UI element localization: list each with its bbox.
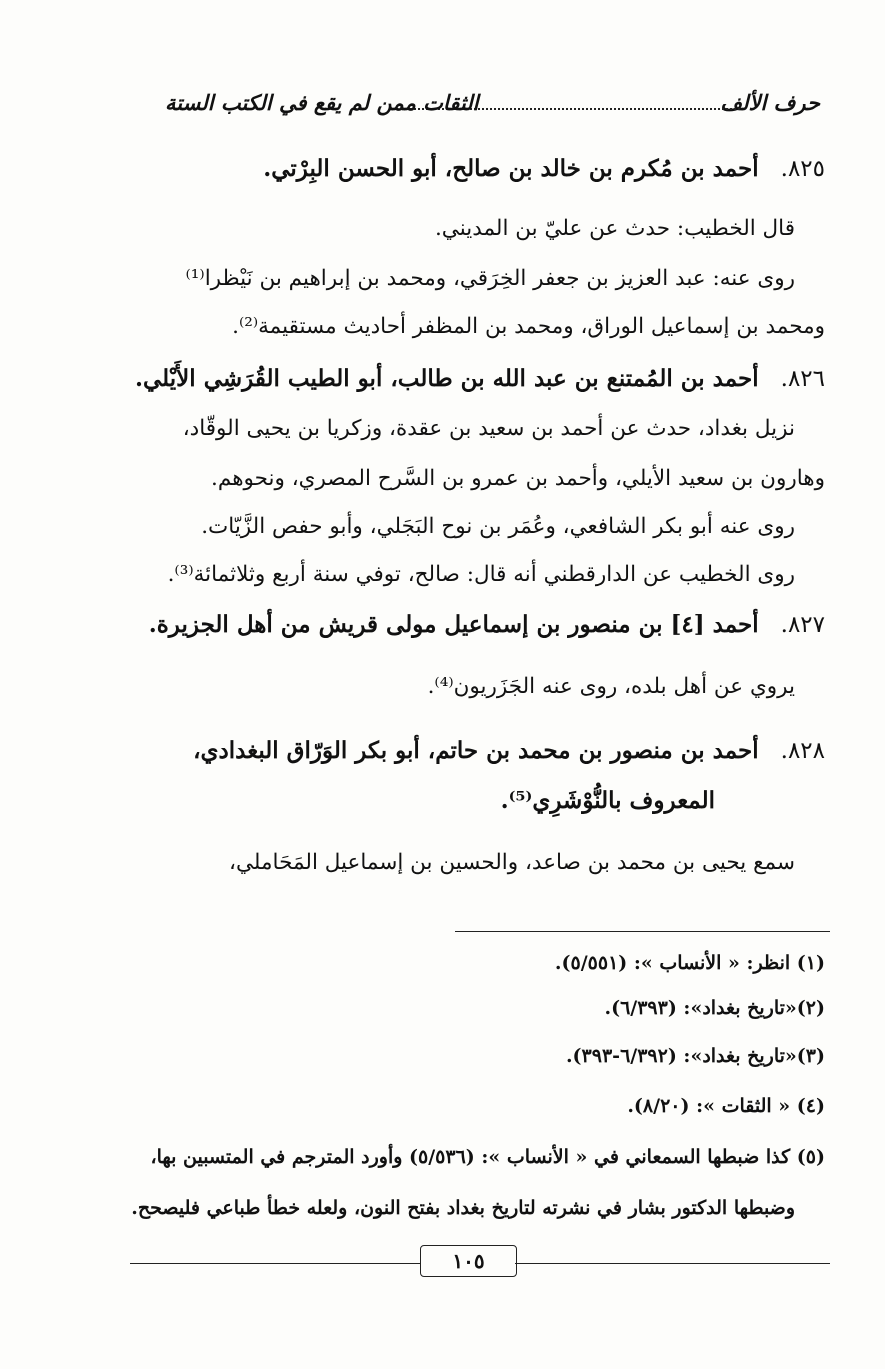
page-rule-right <box>515 1263 830 1264</box>
text-line <box>211 462 825 496</box>
line-text: أحمد بن مُكرم بن خالد بن صالح، أبو الحسن البِرْتي. <box>263 155 759 182</box>
entry-heading <box>263 152 825 186</box>
footnote: (١) انظر: « الأنساب »: (٥/٥٥١). <box>554 952 825 974</box>
line-text: قال الخطيب: حدث عن عليّ بن المديني. <box>434 216 795 241</box>
text-line <box>435 212 795 246</box>
line-text: روى عنه أبو بكر الشافعي، وعُمَر بن نوح البَجَلي، وأبو حفص الزَّيّات. <box>201 514 795 539</box>
entry-heading <box>149 608 825 642</box>
line-text: أحمد بن المُمتنع بن عبد الله بن طالب، أبو الطيب القُرَشِي الأَيْلي. <box>134 365 759 392</box>
text-line <box>183 412 795 446</box>
line-text: سمع يحيى بن محمد بن صاعد، والحسين بن إسماعيل المَحَاملي، <box>229 850 795 875</box>
entry-heading <box>501 784 715 818</box>
footnote-separator <box>455 931 830 932</box>
entry-number: ٨٢٨. <box>780 738 825 764</box>
page-number: ١٠٥ <box>420 1245 517 1277</box>
entry-number: ٨٢٥. <box>780 156 825 182</box>
line-text: روى الخطيب عن الدارقطني أنه قال: صالح، توفي سنة أربع وثلاثمائة⁽³⁾. <box>167 562 795 587</box>
text-line <box>232 310 825 344</box>
header-chapter: حرف الألف <box>720 90 820 115</box>
line-text: وهارون بن سعيد الأيلي، وأحمد بن عمرو بن السَّرح المصري، ونحوهم. <box>211 466 825 491</box>
text-line <box>201 510 795 544</box>
text-line <box>428 670 795 704</box>
text-line <box>229 846 795 880</box>
line-text: أحمد [٤] بن منصور بن إسماعيل مولى قريش من أهل الجزيرة. <box>148 611 759 638</box>
page-rule-left <box>130 1263 420 1264</box>
entry-heading <box>193 734 825 768</box>
text-line <box>186 262 795 296</box>
entry-heading <box>135 362 825 396</box>
footnote: (٣)«تاريخ بغداد»: (٦/٣٩٢-٣٩٣). <box>565 1045 825 1067</box>
footnote: (٤) « الثقات »: (٨/٢٠). <box>627 1095 825 1117</box>
header-book-title: الثقات ممن لم يقع في الكتب الستة <box>165 90 479 115</box>
line-text: يروي عن أهل بلده، روى عنه الجَزَريون⁽⁴⁾. <box>427 674 795 699</box>
line-text: ومحمد بن إسماعيل الوراق، ومحمد بن المظفر أحاديث مستقيمة⁽²⁾. <box>232 314 825 339</box>
line-text: المعروف بالنُّوْشَرِي⁽⁵⁾. <box>500 787 715 814</box>
entry-number: ٨٢٦. <box>780 366 825 392</box>
footnote: (٢)«تاريخ بغداد»: (٦/٣٩٣). <box>604 997 825 1019</box>
footnote: وضبطها الدكتور بشار في نشرته لتاريخ بغداد بفتح النون، ولعله خطأ طباعي فليصحح. <box>131 1197 795 1219</box>
line-text: أحمد بن منصور بن محمد بن حاتم، أبو بكر الوَرّاق البغدادي، <box>193 737 759 764</box>
line-text: نزيل بغداد، حدث عن أحمد بن سعيد بن عقدة، وزكريا بن يحيى الوقّاد، <box>182 416 795 441</box>
text-line <box>168 558 795 592</box>
page-number-bar <box>130 1249 830 1273</box>
line-text: روى عنه: عبد العزيز بن جعفر الخِرَقي، ومحمد بن إبراهيم بن نَيْظرا⁽¹⁾ <box>185 266 795 291</box>
entry-number: ٨٢٧. <box>780 612 825 638</box>
footnote: (٥) كذا ضبطها السمعاني في « الأنساب »: (٥/٥٣٦) وأورد المترجم في المتسبين بها، <box>150 1146 825 1168</box>
